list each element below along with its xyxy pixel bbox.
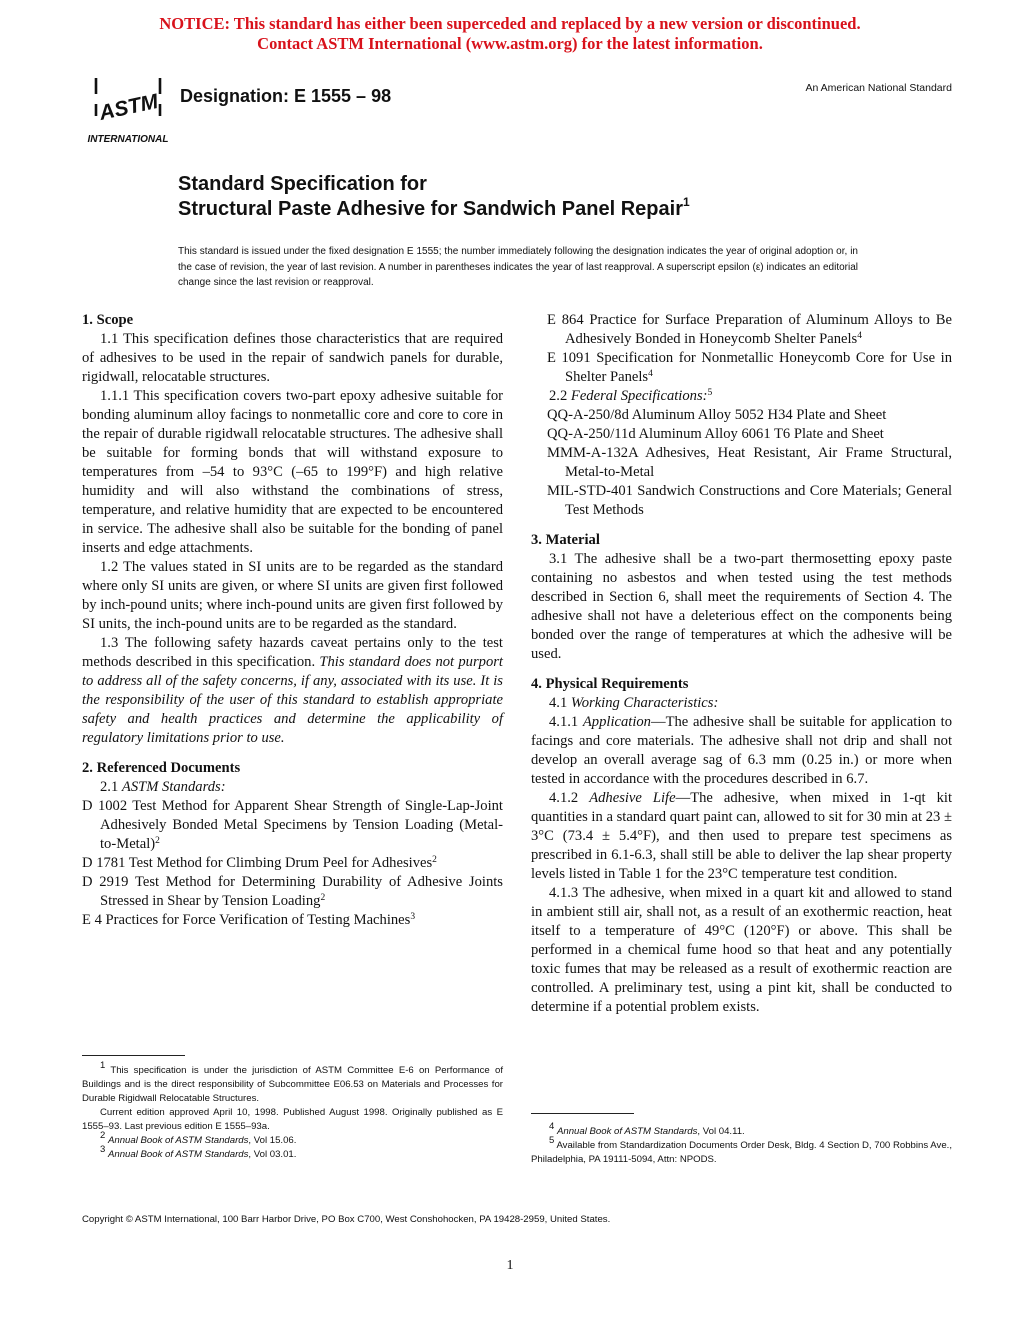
paragraph-1-1-1: 1.1.1 This specification covers two-part epoxy adhesive suitable for bonding aluminum alloy facings to nonmetallic core and core to core in the repair of durable rigidwall relocatable structures. The adhesive shall be suitable for forming bonds that will withstand exposure to temperatures from –54 to 93°C (–65 to 199°F) and high relative humidity and will also withstand the combinations of stress, temperature, and relative humidity that are expected to be encountered in service. The adhesive shall also be suitable for the bonding of panel inserts and edge attachments. (82, 388, 503, 556)
right-column (531, 311, 952, 1017)
section-1-heading: 1. Scope (82, 312, 134, 328)
footnote-4: $^4$ Annual Book of ASTM Standards, Vol 04.11. (549, 1121, 745, 1137)
footnotes-left (82, 1060, 503, 1162)
left-column (82, 311, 503, 930)
section-2-heading: 2. Referenced Documents (82, 760, 241, 776)
footnote-1: $^1$ This specification is under the jurisdiction of ASTM Committee E-6 on Performance of Buildings and is the direct responsibility of Subcommittee E06.53 on Materials and Processes for Durable Rigidwall Relocatable Structures. (82, 1060, 503, 1104)
ref-d1002: D 1002 Test Method for Apparent Shear Strength of Single-Lap-Joint Adhesively Bonded Metal Specimens by Tension Loading (Metal-to-Metal)$^2$ (82, 798, 503, 852)
document-title (178, 172, 690, 222)
title-footnote-ref: 1 (682, 195, 690, 209)
ref-e1091: E 1091 Specification for Nonmetallic Honeycomb Core for Use in Shelter Panels$^4$ (547, 350, 952, 385)
federal-specs-label: 2.2 Federal Specifications:$^5$ (549, 388, 713, 404)
section-4-heading: 4. Physical Requirements (531, 676, 689, 692)
section-3-heading: 3. Material (531, 532, 600, 548)
footnote-3: $^3$ Annual Book of ASTM Standards, Vol 03.01. (100, 1144, 297, 1160)
logo-subtext: INTERNATIONAL (87, 134, 169, 145)
ref-d2919: D 2919 Test Method for Determining Durability of Adhesive Joints Stressed in Shear by Tension Loading$^2$ (82, 874, 503, 909)
national-standard-label: An American National Standard (805, 82, 952, 94)
paragraph-4-1-2: 4.1.2 Adhesive Life—The adhesive, when mixed in 1-qt kit quantities in a standard quart paint can, allowed to sit for 30 min at 23 ± 3°C (73.4 ± 5.4°F), and then used to prepare test specimens as prescribed in 6.1-6.3, shall still be able to deliver the lap shear property levels listed in Table 1 for the 23°C temperature test condition. (531, 790, 952, 882)
title-line-1: Standard Specification for (178, 173, 427, 195)
title-line-2: Structural Paste Adhesive for Sandwich Panel Repair$^1$ (178, 195, 690, 220)
ref-e4: E 4 Practices for Force Verification of Testing Machines$^3$ (82, 912, 416, 928)
ref-qq-a-250-8d: QQ-A-250/8d Aluminum Alloy 5052 H34 Plate and Sheet (547, 407, 887, 423)
footnote-1-edition: Current edition approved April 10, 1998. Published August 1998. Originally published as E 1555–93. Last previous edition E 1555–93a. (82, 1107, 503, 1132)
ref-d1781: D 1781 Test Method for Climbing Drum Peel for Adhesives$^2$ (82, 855, 437, 871)
paragraph-4-1-1: 4.1.1 Application—The adhesive shall be suitable for application to facings and core materials. The adhesive shall not drip and shall not develop an overall average sag of 6.3 mm (0.25 in.) or more when tested in accordance with the procedures described in 6.7. (531, 714, 952, 787)
notice-line-2: Contact ASTM International (www.astm.org) for the latest information. (257, 34, 763, 53)
footnotes-right (531, 1121, 952, 1167)
designation: Designation: E 1555 – 98 (180, 86, 392, 106)
paragraph-1-2: 1.2 The values stated in SI units are to be regarded as the standard where only SI units are given, or where SI units are given first followed by inch-pound units; where inch-pound units are given first followed by SI units, the inch-pound units are to be regarded as the standard. (82, 559, 503, 632)
working-characteristics-label: 4.1 Working Characteristics: (549, 695, 719, 711)
discontinued-notice (0, 14, 1020, 54)
ref-mmm-a-132a: MMM-A-132A Adhesives, Heat Resistant, Air Frame Structural, Metal-to-Metal (547, 445, 952, 480)
paragraph-4-1-3: 4.1.3 The adhesive, when mixed in a quart kit and allowed to stand in ambient still air, shall not, as a result of an exothermic reaction, heat itself to a temperature of 49°C (120°F) or above. This shall be performed in a chemical fume hood so that heat and any potentially toxic fumes that may be released as a result of exothermic reaction are controlled. A preliminary test, using a pint kit, shall be conducted to determine if a potential problem exists. (531, 885, 952, 1015)
notice-line-1: NOTICE: This standard has either been superceded and replaced by a new version or discontinued. (159, 14, 861, 33)
paragraph-1-3: 1.3 The following safety hazards caveat pertains only to the test methods described in this specification. This standard does not purport to address all of the safety concerns, if any, associated with its use. It is the responsibility of the user of this standard to establish appropriate safety and health practices and determine the applicability of regulatory limitations prior to use. (82, 635, 503, 746)
astm-logo (86, 72, 170, 146)
logo-wordmark: ASTM (97, 89, 161, 125)
astm-standards-label: 2.1 ASTM Standards: (100, 779, 226, 795)
issue-note: This standard is issued under the fixed designation E 1555; the number immediately following the designation indicates the year of original adoption or, in the case of revision, the year of last revision. A number in parentheses indicates the year of last reapproval. A superscript epsilon (ε) indicates an editorial change since the last revision or reapproval. (178, 246, 858, 288)
footnote-5: $^5$ Available from Standardization Documents Order Desk, Bldg. 4 Section D, 700 Robbins Ave., Philadelphia, PA 19111-5094, Attn: NPODS. (531, 1135, 952, 1165)
ref-e864: E 864 Practice for Surface Preparation of Aluminum Alloys to Be Adhesively Bonded in Honeycomb Shelter Panels$^4$ (547, 312, 952, 347)
paragraph-1-1: 1.1 This specification defines those characteristics that are required of adhesives to be used in the repair of sandwich panels for durable, rigidwall, relocatable structures. (82, 331, 503, 385)
ref-mil-std-401: MIL-STD-401 Sandwich Constructions and Core Materials; General Test Methods (547, 483, 952, 518)
ref-qq-a-250-11d: QQ-A-250/11d Aluminum Alloy 6061 T6 Plate and Sheet (547, 426, 884, 442)
paragraph-3-1: 3.1 The adhesive shall be a two-part thermosetting epoxy paste containing no asbestos and when tested using the test methods described in Section 6, shall meet the requirements of Section 4. The adhesive shall not have a deleterious effect on the components being bonded over the range of temperatures at which the adhesive will be used. (531, 551, 952, 662)
copyright-line: Copyright © ASTM International, 100 Barr Harbor Drive, PO Box C700, West Conshohocken, PA 19428-2959, United States. (82, 1214, 611, 1225)
footnote-rule-right (531, 1113, 634, 1114)
footnote-rule-left (82, 1055, 185, 1056)
page-number: 1 (506, 1258, 514, 1273)
footnote-2: $^2$ Annual Book of ASTM Standards, Vol 15.06. (100, 1130, 297, 1146)
